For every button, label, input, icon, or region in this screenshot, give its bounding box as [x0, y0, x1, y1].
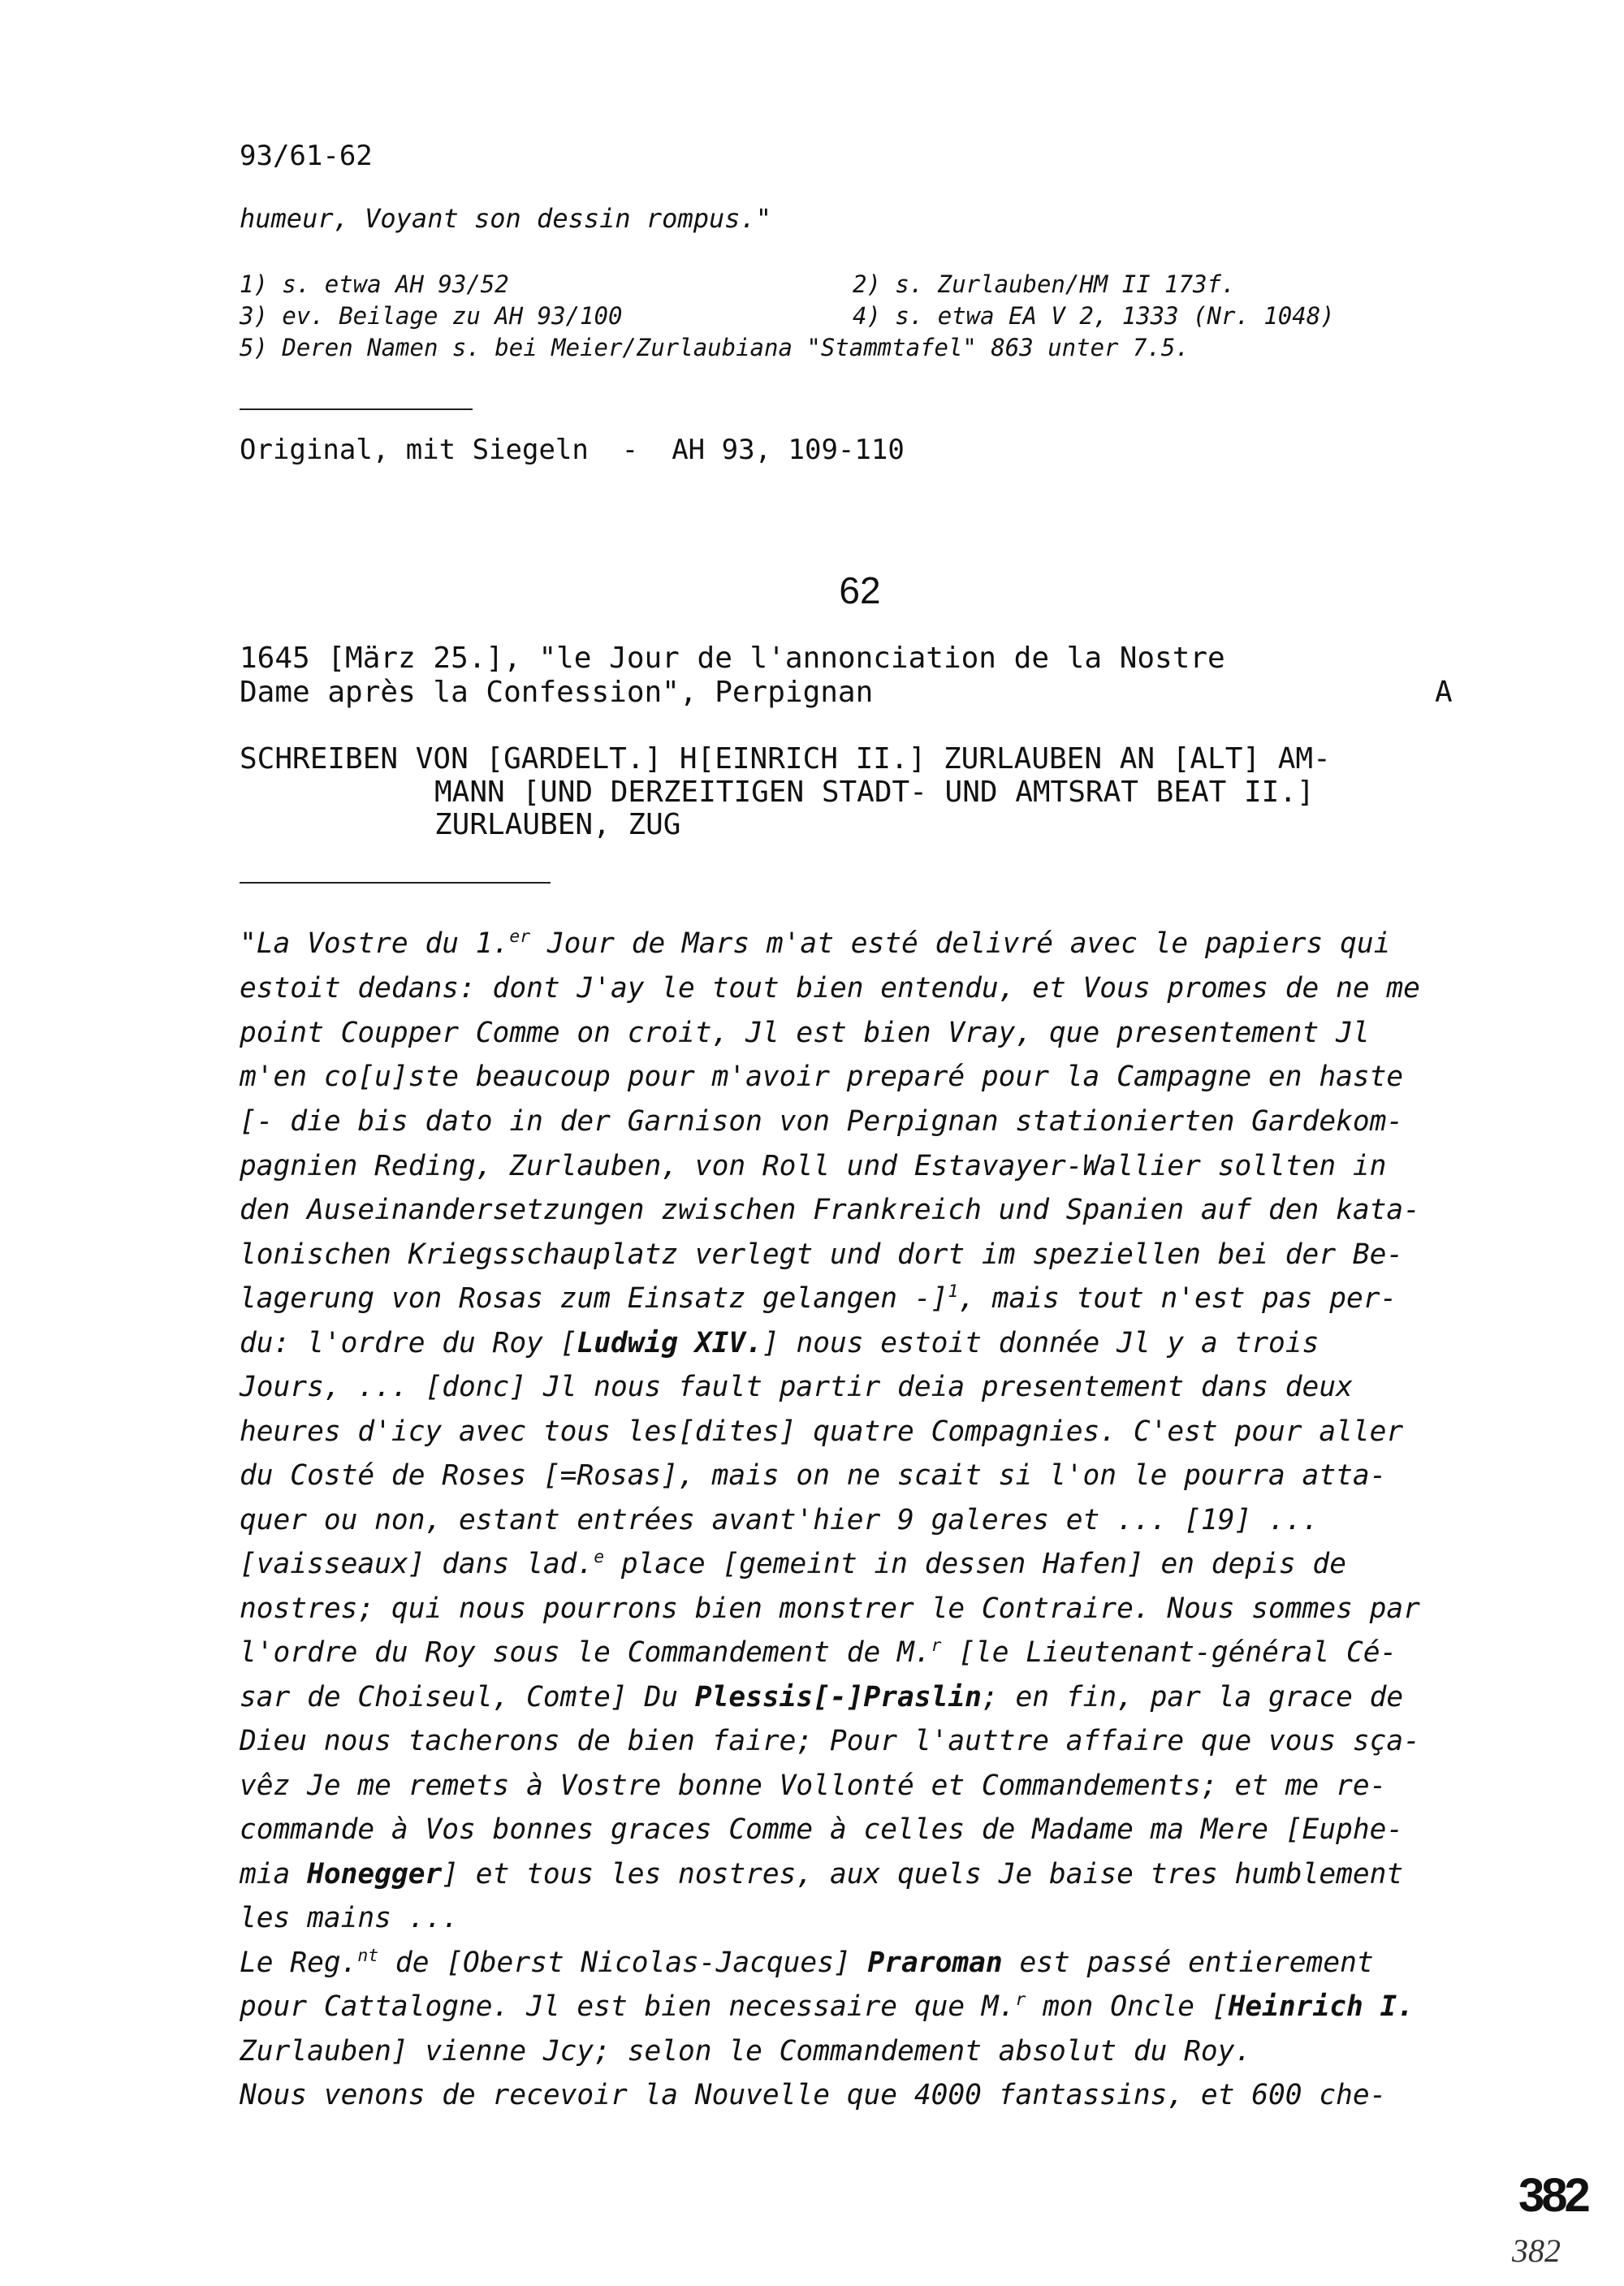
body-line: Zurlauben] vienne Jcy; selon le Commandement absolut du Roy.: [240, 2035, 1252, 2068]
separator-rule: [240, 408, 473, 410]
body-line: heures d'icy avec tous les[dites] quatre Compagnies. C'est pour aller: [240, 1415, 1404, 1448]
body-line: mia Honegger] et tous les nostres, aux quels Je baise tres humblement: [240, 1858, 1404, 1891]
body-line: [- die bis dato in der Garnison von Perpignan stationierten Gardekom-: [240, 1105, 1404, 1138]
body-line: l'ordre du Roy sous le Commandement de M.$^r$ [le Lieutenant-général Cé-: [240, 1636, 1397, 1669]
body-line: lagerung von Rosas zum Einsatz gelangen -]$^1$, mais tout n'est pas per-: [240, 1281, 1397, 1315]
body-line: "La Vostre du 1.$^{er}$ Jour de Mars m'at esté delivré avec le papiers qui: [240, 927, 1391, 960]
body-line: les mains ...: [240, 1902, 460, 1934]
footnote-4: 4) s. etwa EA V 2, 1333 (Nr. 1048): [853, 302, 1335, 330]
title-line-1: SCHREIBEN VON [GARDELT.] H[EINRICH II.] ZURLAUBEN AN [ALT] AM-: [240, 742, 1331, 776]
page-number-stamp: 382: [1518, 2169, 1587, 2222]
date-line-1: 1645 [März 25.], "le Jour de l'annonciation de la Nostre: [240, 642, 1225, 675]
body-line: pour Cattalogne. Jl est bien necessaire que M.$^r$ mon Oncle [Heinrich I.: [240, 1990, 1415, 2023]
letter-code: A: [1435, 676, 1453, 709]
body-line: [vaisseaux] dans lad.$^e$ place [gemeint in dessen Hafen] en depis de: [240, 1547, 1346, 1580]
body-line: Dieu nous tacherons de bien faire; Pour l'auttre affaire que vous sça-: [240, 1725, 1420, 1757]
separator-rule: [240, 882, 551, 884]
footnote-5: 5) Deren Namen s. bei Meier/Zurlaubiana "Stammtafel" 863 unter 7.5.: [240, 334, 1190, 361]
body-line: Nous venons de recevoir la Nouvelle que 4000 fantassins, et 600 che-: [240, 2079, 1387, 2111]
previous-letter-ending: humeur, Voyant son dessin rompus.": [240, 203, 772, 234]
body-line: quer ou non, estant entrées avant'hier 9 galeres et ... [19] ...: [240, 1504, 1320, 1536]
body-line: point Coupper Comme on croit, Jl est bien Vray, que presentement Jl: [240, 1017, 1370, 1049]
body-line: sar de Choiseul, Comte] Du Plessis[-]Praslin; en fin, par la grace de: [240, 1681, 1404, 1713]
body-line: nostres; qui nous pourrons bien monstrer le Contraire. Nous sommes par: [240, 1592, 1420, 1625]
page-reference: 93/61-62: [240, 140, 373, 172]
date-line-2: Dame après la Confession", Perpignan: [240, 676, 874, 709]
document-number: 62: [839, 569, 881, 611]
body-line: lonischen Kriegsschauplatz verlegt und dort im speziellen bei der Be-: [240, 1238, 1404, 1271]
body-line: m'en co[u]ste beaucoup pour m'avoir preparé pour la Campagne en haste: [240, 1061, 1404, 1093]
body-line: Jours, ... [donc] Jl nous fault partir deia presentement dans deux: [240, 1371, 1353, 1403]
handwritten-page-number: 382: [1512, 2232, 1561, 2269]
body-line: du Costé de Roses [=Rosas], mais on ne scait si l'on le pourra atta-: [240, 1459, 1387, 1492]
title-line-3: ZURLAUBEN, ZUG: [434, 808, 681, 841]
body-line: Le Reg.$^{nt}$ de [Oberst Nicolas-Jacques] Praroman est passé entierement: [240, 1946, 1374, 1979]
body-line: commande à Vos bonnes graces Comme à celles de Madame ma Mere [Euphe-: [240, 1813, 1404, 1846]
footnote-3: 3) ev. Beilage zu AH 93/100: [240, 302, 623, 330]
body-line: vêz Je me remets à Vostre bonne Vollonté et Commandements; et me re-: [240, 1770, 1387, 1802]
footnote-1: 1) s. etwa AH 93/52: [240, 270, 509, 298]
title-line-2: MANN [UND DERZEITIGEN STADT- UND AMTSRAT BEAT II.]: [434, 776, 1315, 809]
body-line: du: l'ordre du Roy [Ludwig XIV.] nous estoit donnée Jl y a trois: [240, 1327, 1320, 1359]
body-line: estoit dedans: dont J'ay le tout bien entendu, et Vous promes de ne me: [240, 972, 1420, 1005]
source-note: Original, mit Siegeln - AH 93, 109-110: [240, 434, 905, 466]
footnote-2: 2) s. Zurlauben/HM II 173f.: [853, 270, 1236, 298]
body-line: pagnien Reding, Zurlauben, von Roll und Estavayer-Wallier sollten in: [240, 1150, 1387, 1182]
body-line: den Auseinandersetzungen zwischen Frankreich und Spanien auf den kata-: [240, 1194, 1420, 1226]
